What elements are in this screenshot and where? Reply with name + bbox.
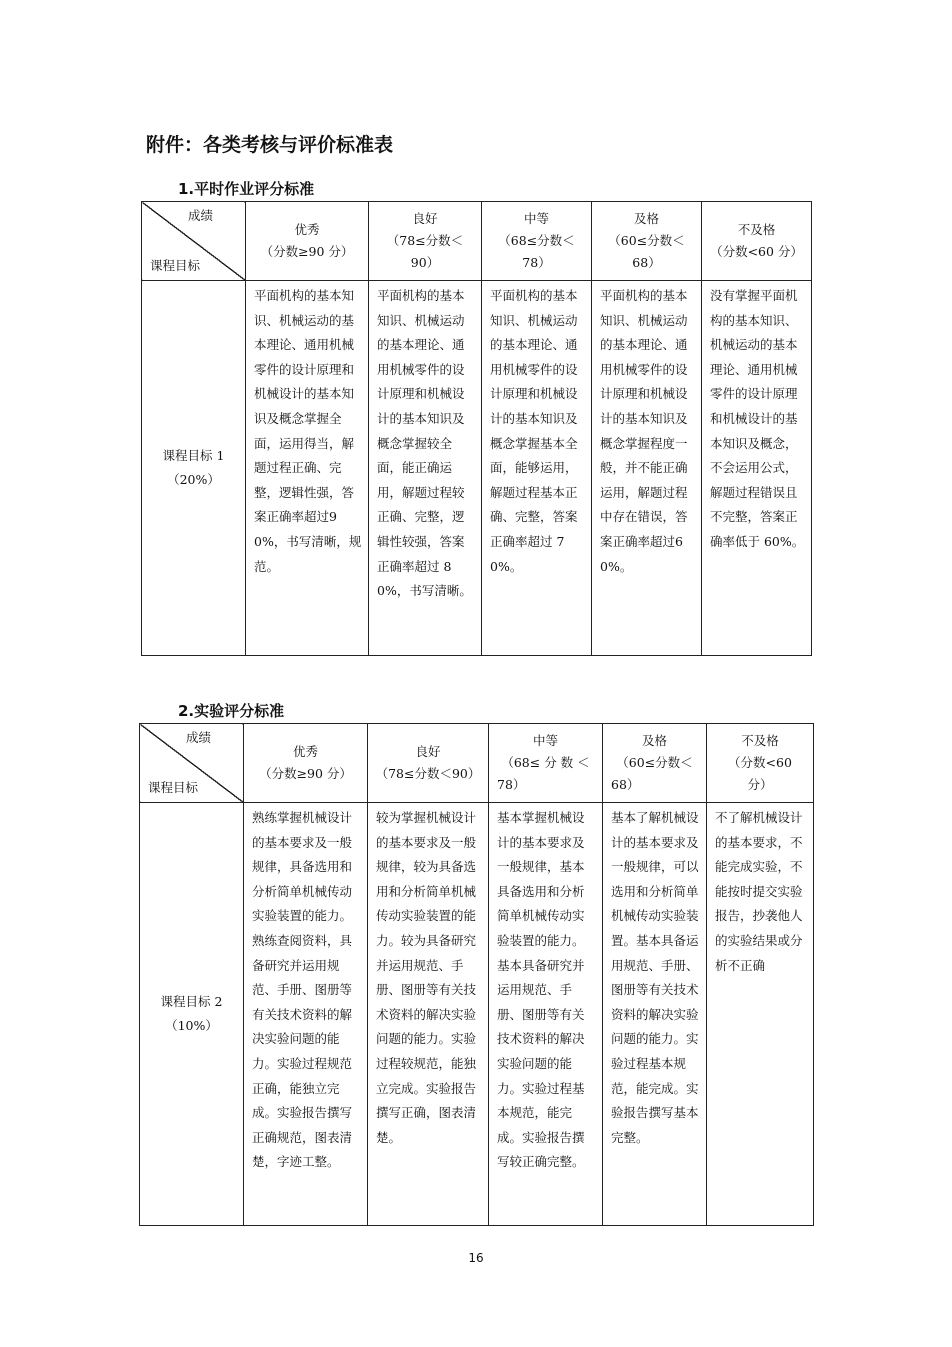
corner-top-label: 成绩 bbox=[187, 208, 213, 223]
section2-title: 2.实验评分标准 bbox=[178, 702, 285, 720]
header-pass: 及格 （60≤分数＜ 68） bbox=[592, 202, 702, 281]
row-label-goal2: 课程目标 2 （10%） bbox=[140, 803, 244, 1226]
criteria-fail: 不了解机械设计的基本要求，不能完成实验，不能按时提交实验报告，抄袭他人的实验结果或分析不正确 bbox=[707, 803, 814, 1226]
criteria-fail: 没有掌握平面机构的基本知识、机械运动的基本理论、通用机械零件的设计原理和机械设计的基本知识及概念，不会运用公式，解题过程错误且不完整，答案正确率低于 60%。 bbox=[702, 281, 812, 656]
row-label-goal1: 课程目标 1 （20%） bbox=[142, 281, 246, 656]
experiment-grading-table bbox=[139, 723, 814, 1226]
criteria-excellent: 熟练掌握机械设计的基本要求及一般规律，具备选用和分析简单机械传动实验装置的能力。熟练查阅资料，具备研究并运用规范、手册、图册等有关技术资料的解决实验问题的能力。实验过程规范正确，能独立完成。实验报告撰写正确规范，图表清楚，字迹工整。 bbox=[244, 803, 368, 1226]
section1-title: 1.平时作业评分标准 bbox=[178, 180, 315, 198]
criteria-pass: 基本了解机械设计的基本要求及一般规律，可以选用和分析简单机械传动实验装置。基本具备运用规范、手册、图册等有关技术资料的解决实验问题的能力。实验过程基本规范，能完成。实验报告撰写基本完整。 bbox=[603, 803, 707, 1226]
corner-bottom-label: 课程目标 bbox=[148, 780, 199, 795]
header-excellent: 优秀 （分数≥90 分） bbox=[244, 724, 368, 803]
header-good: 良好 （78≤分数＜ 90） bbox=[369, 202, 482, 281]
criteria-medium: 基本掌握机械设计的基本要求及一般规律，基本具备选用和分析简单机械传动实验装置的能力。基本具备研究并运用规范、手册、图册等有关技术资料的解决实验问题的能力。实验过程基本规范，能完成。实验报告撰写较正确完整。 bbox=[489, 803, 603, 1226]
page-heading: 附件：各类考核与评价标准表 bbox=[146, 134, 394, 156]
page-number: 16 bbox=[468, 1251, 484, 1265]
criteria-excellent: 平面机构的基本知识、机械运动的基本理论、通用机械零件的设计原理和机械设计的基本知识及概念掌握全面，运用得当，解题过程正确、完整，逻辑性强，答案正确率超过90%，书写清晰，规范。 bbox=[246, 281, 369, 656]
corner-cell bbox=[142, 202, 246, 281]
corner-bottom-label: 课程目标 bbox=[150, 258, 201, 273]
homework-grading-table bbox=[141, 201, 812, 656]
corner-cell bbox=[140, 724, 244, 803]
header-medium: 中等 （68≤分数＜ 78） bbox=[482, 202, 592, 281]
header-good: 良好 （78≤分数＜90） bbox=[368, 724, 489, 803]
header-medium: 中等 （68≤ 分 数 ＜ 78） bbox=[489, 724, 603, 803]
header-fail: 不及格 （分数<60 分） bbox=[707, 724, 814, 803]
header-fail: 不及格 （分数<60 分） bbox=[702, 202, 812, 281]
criteria-good: 较为掌握机械设计的基本要求及一般规律，较为具备选用和分析简单机械传动实验装置的能力。较为具备研究并运用规范、手册、图册等有关技术资料的解决实验问题的能力。实验过程较规范，能独立完成。实验报告撰写正确，图表清楚。 bbox=[368, 803, 489, 1226]
criteria-pass: 平面机构的基本知识、机械运动的基本理论、通用机械零件的设计原理和机械设计的基本知识及概念掌握程度一般，并不能正确运用，解题过程中存在错误，答案正确率超过60%。 bbox=[592, 281, 702, 656]
header-excellent: 优秀 （分数≥90 分） bbox=[246, 202, 369, 281]
criteria-good: 平面机构的基本知识、机械运动的基本理论、通用机械零件的设计原理和机械设计的基本知识及概念掌握较全面，能正确运用，解题过程较正确、完整，逻辑性较强，答案正确率超过 80%，书写清晰。 bbox=[369, 281, 482, 656]
header-pass: 及格 （60≤分数＜ 68） bbox=[603, 724, 707, 803]
corner-top-label: 成绩 bbox=[185, 730, 211, 745]
criteria-medium: 平面机构的基本知识、机械运动的基本理论、通用机械零件的设计原理和机械设计的基本知识及概念掌握基本全面，能够运用，解题过程基本正确、完整，答案正确率超过 70%。 bbox=[482, 281, 592, 656]
